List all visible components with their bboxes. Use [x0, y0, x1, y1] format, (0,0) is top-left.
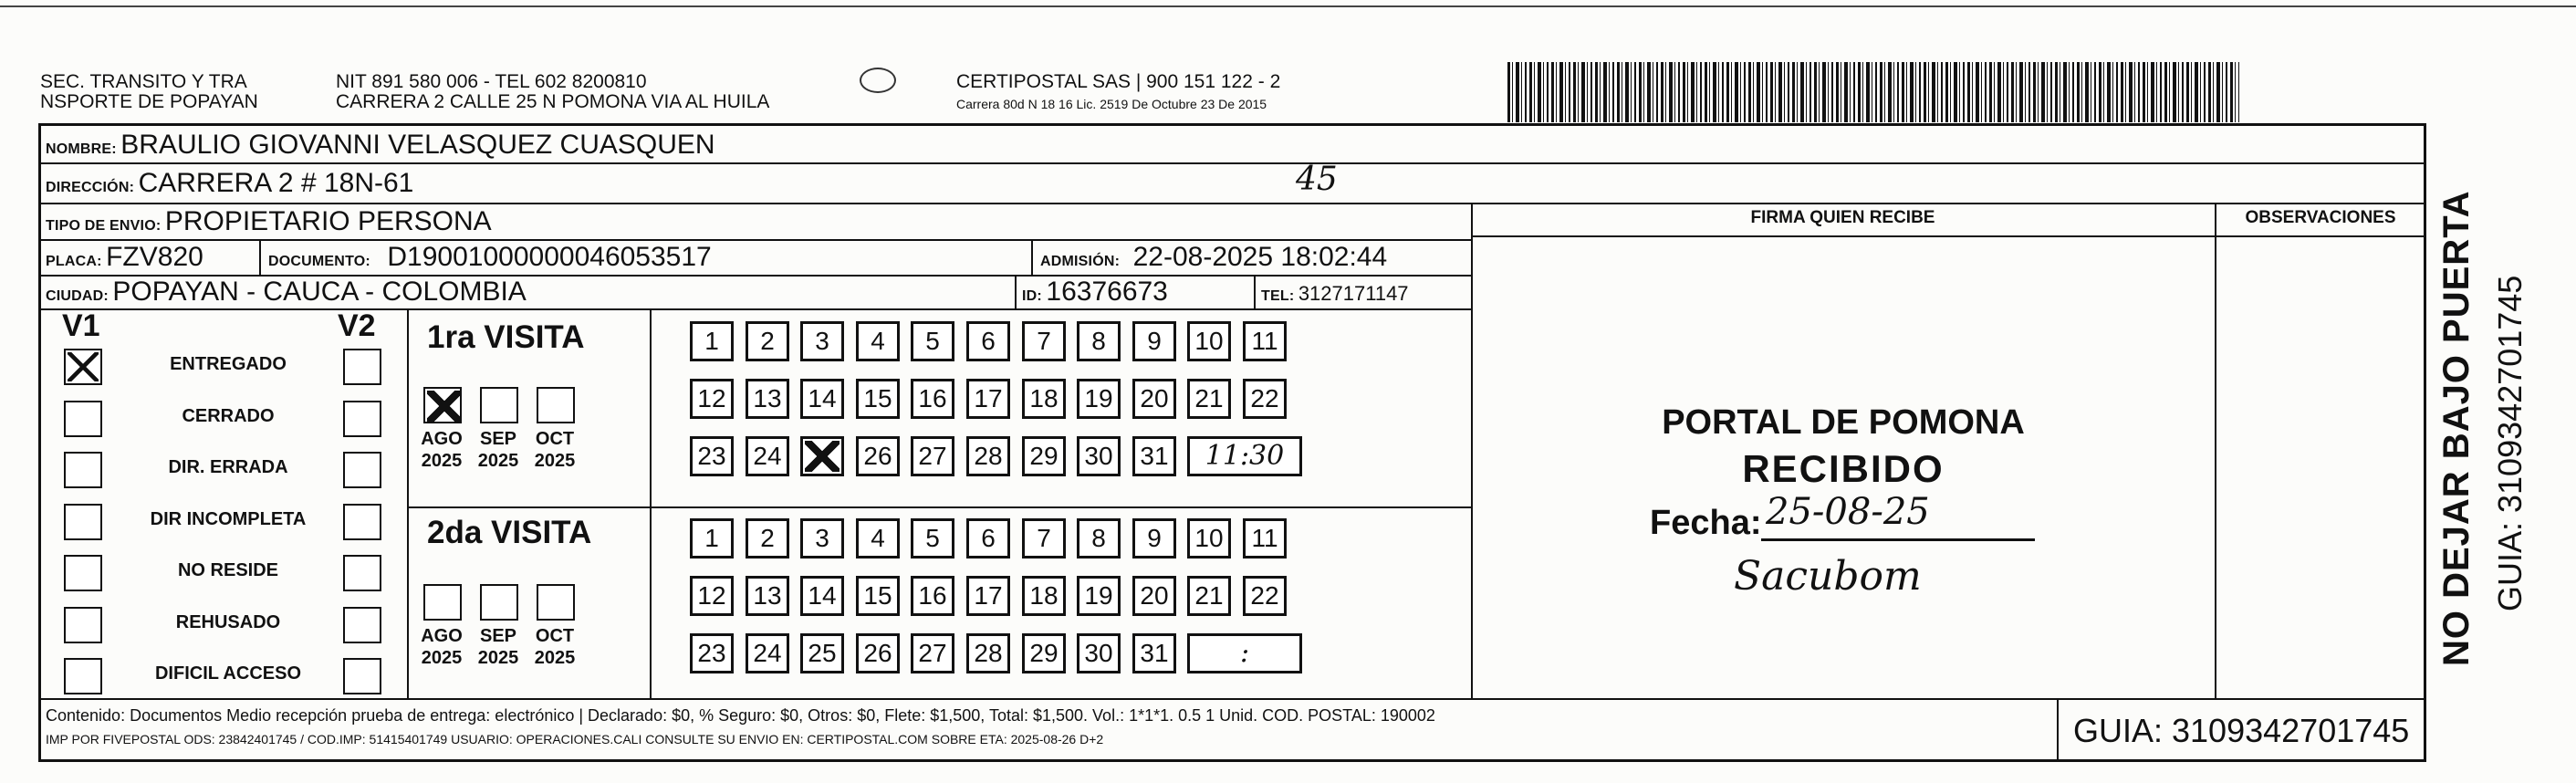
day-box[interactable]: 28	[966, 436, 1010, 476]
placa-row	[46, 244, 203, 276]
day-box[interactable]: 30	[1077, 436, 1121, 476]
stamp-line-1: PORTAL DE POMONA	[1662, 403, 2025, 442]
month-label: SEP	[479, 429, 517, 449]
rule-status-right	[407, 308, 409, 698]
month-checkbox[interactable]	[480, 387, 518, 423]
day-box[interactable]: 19	[1077, 379, 1121, 419]
status-option-label: DIFICIL ACCESO	[154, 663, 301, 684]
day-box[interactable]: 7	[1022, 321, 1066, 361]
day-box[interactable]: 13	[746, 576, 789, 616]
admision-value: 22-08-2025 18:02:44	[1132, 242, 1388, 272]
day-box[interactable]: 10	[1187, 321, 1231, 361]
day-box[interactable]: 18	[1022, 379, 1066, 419]
day-box[interactable]: 14	[800, 576, 844, 616]
day-box[interactable]: 31	[1132, 436, 1176, 476]
month-label: OCT	[535, 429, 575, 449]
rule-admision-left	[1031, 239, 1033, 275]
signer-signature: Sacubom	[1734, 553, 1922, 600]
day-box[interactable]: 22	[1243, 576, 1287, 616]
month-checkbox[interactable]	[423, 584, 462, 621]
id-value: 16376673	[1046, 277, 1168, 307]
day-box[interactable]: 29	[1022, 436, 1066, 476]
tipo-label: TIPO DE ENVIO:	[46, 218, 162, 234]
direccion-note: 45	[1296, 161, 1338, 198]
rule-placa-right	[259, 239, 261, 275]
day-box[interactable]: 4	[856, 321, 900, 361]
day-box[interactable]: 30	[1077, 633, 1121, 673]
day-box[interactable]: 15	[856, 379, 900, 419]
status-option-label: NO RESIDE	[177, 560, 279, 580]
year-label: 2025	[477, 648, 519, 668]
month-label: AGO	[421, 429, 463, 449]
tipo-row	[46, 208, 492, 240]
year-label: 2025	[534, 648, 576, 668]
year-label: 2025	[534, 451, 576, 471]
day-box[interactable]: 6	[966, 321, 1010, 361]
admision-row	[1040, 244, 1387, 276]
month-checkbox[interactable]	[480, 584, 518, 621]
month-checkbox[interactable]	[537, 584, 575, 621]
day-box[interactable]: 15	[856, 576, 900, 616]
sender-line-2: NSPORTE DE POPAYAN	[40, 91, 258, 112]
documento-row	[268, 244, 712, 276]
day-box[interactable]: 2	[746, 321, 789, 361]
day-box[interactable]: 20	[1132, 576, 1176, 616]
day-box[interactable]: 13	[746, 379, 789, 419]
day-box[interactable]: 26	[856, 436, 900, 476]
status-option-label: DIR INCOMPLETA	[150, 509, 307, 529]
day-box[interactable]: 16	[911, 379, 954, 419]
status-v2-checkbox[interactable]	[343, 452, 381, 488]
v2-header: V2	[338, 308, 376, 343]
day-box[interactable]: 7	[1022, 518, 1066, 559]
year-label: 2025	[421, 451, 463, 471]
day-box[interactable]: 26	[856, 633, 900, 673]
rule-above-footer	[38, 698, 2426, 700]
year-label: 2025	[477, 451, 519, 471]
nit-line-1: NIT 891 580 006 - TEL 602 8200810	[336, 71, 647, 92]
day-box[interactable]: 17	[966, 379, 1010, 419]
day-box[interactable]: 18	[1022, 576, 1066, 616]
day-box[interactable]: 5	[911, 518, 954, 559]
day-box[interactable]: 10	[1187, 518, 1231, 559]
nit-line-2: CARRERA 2 CALLE 25 N POMONA VIA AL HUILA	[336, 91, 770, 112]
status-v2-checkbox[interactable]	[343, 401, 381, 437]
day-box[interactable]: 23	[690, 436, 734, 476]
rule-after-direccion	[38, 203, 2426, 204]
day-box[interactable]: 3	[800, 518, 844, 559]
day-box[interactable]: 21	[1187, 576, 1231, 616]
placa-label: PLACA:	[46, 254, 102, 269]
day-box[interactable]: 9	[1132, 321, 1176, 361]
day-box[interactable]	[800, 436, 844, 476]
status-v1-checkbox[interactable]	[64, 401, 102, 437]
month-checkbox[interactable]	[423, 387, 462, 423]
day-box[interactable]: 27	[911, 633, 954, 673]
day-box[interactable]: 20	[1132, 379, 1176, 419]
ciudad-value: POPAYAN - CAUCA - COLOMBIA	[112, 277, 527, 307]
direccion-row	[46, 170, 413, 202]
carrier-line-1: CERTIPOSTAL SAS | 900 151 122 - 2	[956, 71, 1281, 92]
carrier-line-2: Carrera 80d N 18 16 Lic. 2519 De Octubre 23 De 2015	[956, 97, 1267, 111]
tel-label: TEL:	[1261, 288, 1295, 304]
rule-firma-left	[1471, 203, 1473, 698]
status-v2-checkbox[interactable]	[343, 504, 381, 540]
side-guia: GUIA: 3109342701745	[2491, 275, 2529, 611]
placa-value: FZV820	[106, 242, 203, 272]
day-box[interactable]: 29	[1022, 633, 1066, 673]
status-option-label: DIR. ERRADA	[168, 457, 288, 477]
day-box[interactable]: 19	[1077, 576, 1121, 616]
status-option-label: REHUSADO	[175, 612, 281, 632]
day-box[interactable]: 24	[746, 436, 789, 476]
status-option-label: CERRADO	[182, 406, 275, 426]
status-v1-checkbox[interactable]	[64, 607, 102, 643]
stamp-fecha-underline	[1761, 538, 2035, 541]
footer-imp: IMP POR FIVEPOSTAL ODS: 23842401745 / COD.IMP: 51415401749 USUARIO: OPERACIONES.CALI CONSULTE SU ENVIO EN: CERTIPOSTAL.COM SOBRE ETA: 2025-08-26 D+2	[46, 732, 1104, 746]
footer-guia: GUIA: 3109342701745	[2073, 712, 2410, 749]
status-v2-checkbox[interactable]	[343, 349, 381, 385]
day-box[interactable]: 6	[966, 518, 1010, 559]
status-v1-checkbox[interactable]	[64, 504, 102, 540]
stamp-fecha-label: Fecha:	[1650, 504, 1762, 542]
admision-label: ADMISIÓN:	[1040, 254, 1121, 269]
rule-footer-guia	[2057, 698, 2059, 762]
day-box[interactable]: 8	[1077, 321, 1121, 361]
day-box[interactable]: 31	[1132, 633, 1176, 673]
tipo-value: PROPIETARIO PERSONA	[164, 206, 492, 236]
observaciones-header: OBSERVACIONES	[2245, 208, 2396, 227]
status-v2-checkbox[interactable]	[343, 607, 381, 643]
tel-value: 3127171147	[1298, 282, 1409, 305]
status-v2-checkbox[interactable]	[343, 658, 381, 694]
first-visit-title: 1ra VISITA	[427, 319, 585, 355]
tel-row	[1261, 280, 1409, 310]
rule-under-colheads	[1471, 235, 2426, 237]
ciudad-row	[46, 278, 527, 310]
day-box[interactable]: 11	[1243, 518, 1287, 559]
rule-id-left	[1015, 275, 1017, 308]
month-label: SEP	[479, 626, 517, 646]
day-box[interactable]: 12	[690, 576, 734, 616]
rule-visit-right	[650, 308, 652, 698]
day-box[interactable]: 23	[690, 633, 734, 673]
nombre-row	[46, 131, 715, 163]
status-v1-checkbox[interactable]	[64, 658, 102, 694]
documento-label: DOCUMENTO:	[268, 254, 370, 269]
rule-between-visits	[407, 506, 1471, 508]
status-v1-checkbox[interactable]	[64, 452, 102, 488]
stamp-line-2: RECIBIDO	[1742, 447, 1945, 490]
side-notice: NO DEJAR BAJO PUERTA	[2436, 190, 2477, 666]
second-visit-title: 2da VISITA	[427, 515, 592, 550]
ciudad-label: CIUDAD:	[46, 288, 109, 304]
hour-box[interactable]: 11:30	[1187, 436, 1302, 476]
day-box[interactable]: 9	[1132, 518, 1176, 559]
direccion-value: CARRERA 2 # 18N-61	[138, 168, 414, 198]
documento-value: D19001000000046053517	[387, 242, 712, 272]
day-box[interactable]: 24	[746, 633, 789, 673]
nombre-value: BRAULIO GIOVANNI VELASQUEZ CUASQUEN	[120, 130, 715, 160]
day-box[interactable]: 21	[1187, 379, 1231, 419]
rule-obs-left	[2215, 203, 2216, 698]
day-box[interactable]: 28	[966, 633, 1010, 673]
day-box[interactable]: 11	[1243, 321, 1287, 361]
top-rule	[0, 5, 2576, 7]
day-box[interactable]: 1	[690, 518, 734, 559]
month-checkbox[interactable]	[537, 387, 575, 423]
day-box[interactable]: 5	[911, 321, 954, 361]
v1-header: V1	[62, 308, 100, 343]
day-box[interactable]: 4	[856, 518, 900, 559]
status-v1-checkbox[interactable]	[64, 349, 102, 385]
hour-box[interactable]: :	[1187, 633, 1302, 673]
firma-header: FIRMA QUIEN RECIBE	[1750, 208, 1935, 227]
month-label: AGO	[421, 626, 463, 646]
rule-tel-left	[1254, 275, 1256, 308]
id-row	[1022, 278, 1168, 310]
nombre-label: NOMBRE:	[46, 141, 117, 157]
status-v2-checkbox[interactable]	[343, 555, 381, 591]
day-box[interactable]: 2	[746, 518, 789, 559]
status-v1-checkbox[interactable]	[64, 555, 102, 591]
day-box[interactable]: 17	[966, 576, 1010, 616]
day-box[interactable]: 12	[690, 379, 734, 419]
direccion-label: DIRECCIÓN:	[46, 180, 135, 195]
month-label: OCT	[535, 626, 575, 646]
day-box[interactable]: 3	[800, 321, 844, 361]
day-box[interactable]: 22	[1243, 379, 1287, 419]
day-box[interactable]: 16	[911, 576, 954, 616]
status-option-label: ENTREGADO	[170, 354, 287, 374]
id-label: ID:	[1022, 288, 1042, 304]
footer-contenido: Contenido: Documentos Medio recepción prueba de entrega: electrónico | Declarado: $0, % Seguro: $0, Otros: $0, Flete: $1,500, Total: $1,500. Vol.: 1*1*1. 0.5 1 Unid. COD. POSTAL: 190002	[46, 706, 1435, 725]
sender-line-1: SEC. TRANSITO Y TRA	[40, 71, 247, 92]
stamp-fecha-value: 25-08-25	[1766, 491, 1930, 533]
carrier-logo-icon	[860, 68, 896, 93]
day-box[interactable]: 27	[911, 436, 954, 476]
day-box[interactable]: 14	[800, 379, 844, 419]
day-box[interactable]: 25	[800, 633, 844, 673]
year-label: 2025	[421, 648, 463, 668]
barcode	[1507, 62, 2239, 122]
day-box[interactable]: 1	[690, 321, 734, 361]
day-box[interactable]: 8	[1077, 518, 1121, 559]
